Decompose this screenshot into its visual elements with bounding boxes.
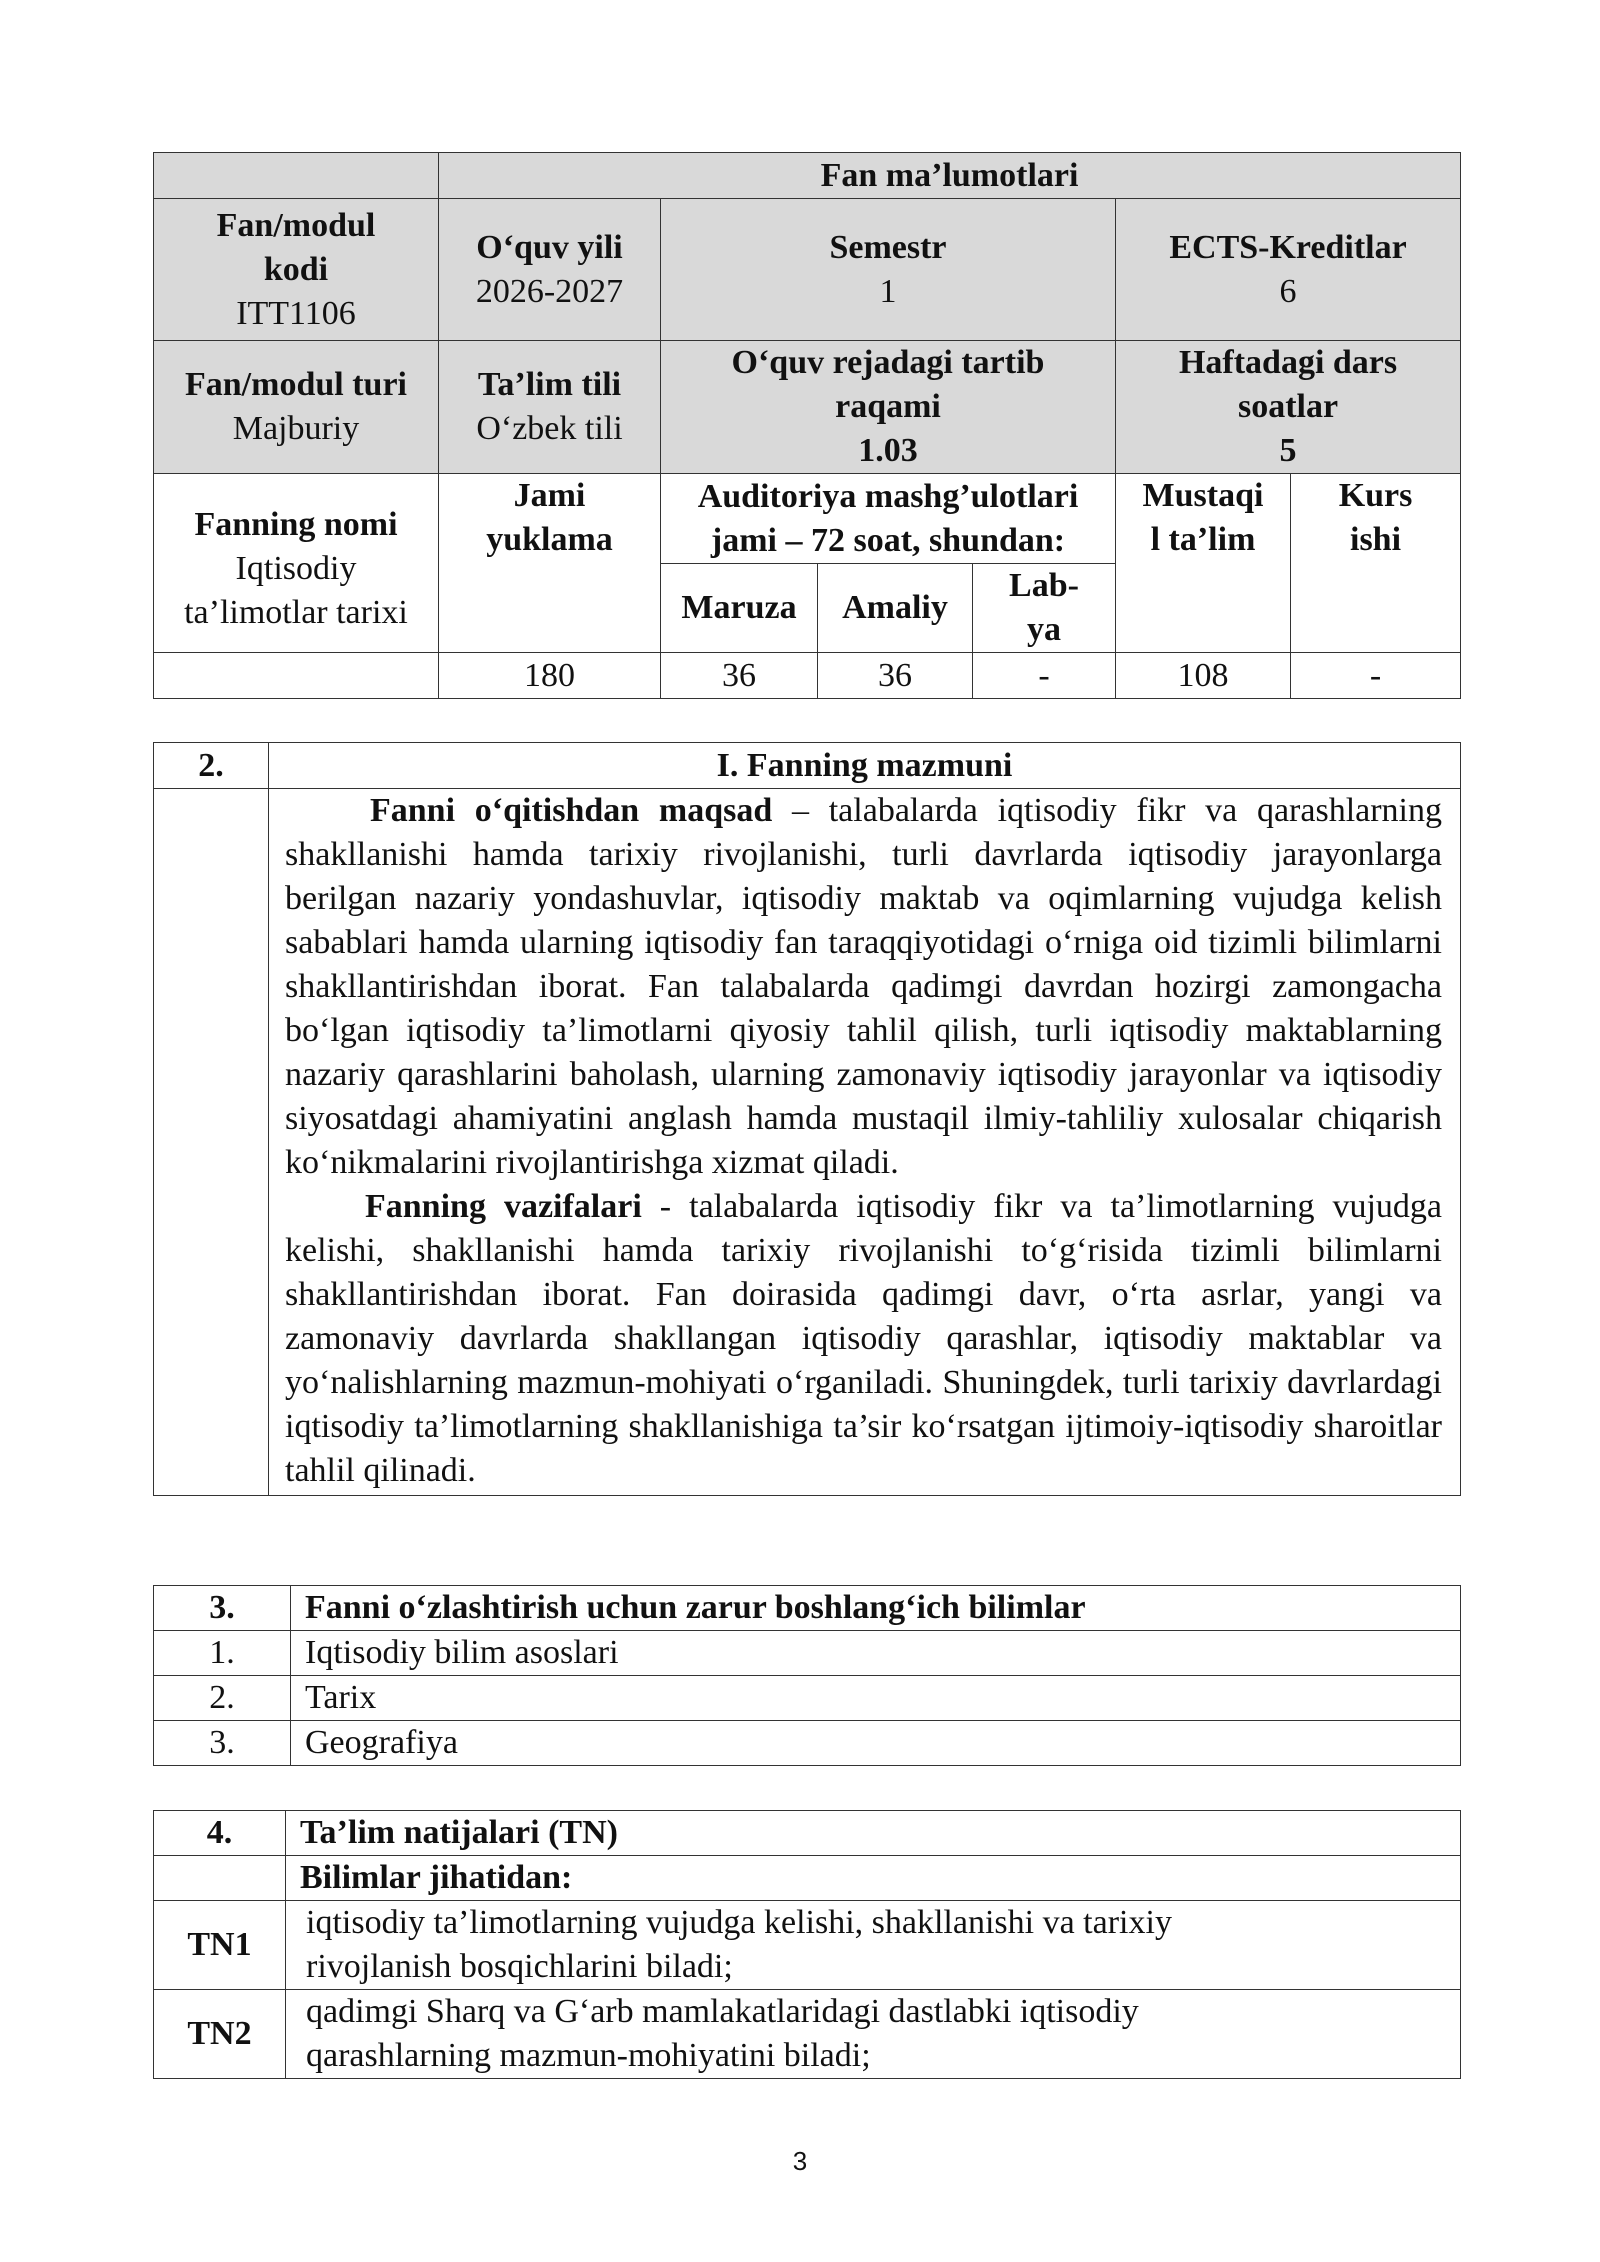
lab-label-2: ya <box>1027 611 1061 648</box>
outcome-code: TN2 <box>154 1990 286 2079</box>
course-name-cell <box>154 474 439 653</box>
module-type-label: Fan/modul turi <box>185 366 407 403</box>
section-title: Ta’lim natijalari (TN) <box>286 1811 1461 1856</box>
independent-study-label-2: l ta’lim <box>1150 521 1256 558</box>
goal-lead: Fanni o‘qitishdan maqsad <box>370 792 773 829</box>
curriculum-order-value: 1.03 <box>858 432 918 469</box>
info-table-header: Fan ma’lumotlari <box>439 153 1461 199</box>
academic-year-value: 2026-2027 <box>475 272 624 310</box>
learning-outcomes-table <box>153 1810 1461 2079</box>
outcome-line: rivojlanish bosqichlarini biladi; <box>306 1948 733 1985</box>
list-item-number: 3. <box>154 1721 291 1766</box>
curriculum-order-label-2: raqami <box>835 388 941 425</box>
course-name-value: Iqtisodiy <box>235 550 357 587</box>
curriculum-order-cell <box>661 341 1116 474</box>
ects-value: 6 <box>1279 272 1297 310</box>
independent-study-label: Mustaqi <box>1142 477 1264 514</box>
academic-year-cell <box>439 199 661 341</box>
section-number: 4. <box>154 1811 286 1856</box>
auditorium-label-2: jami – 72 soat, shundan: <box>710 521 1066 559</box>
course-work-value: - <box>1291 653 1461 699</box>
page-number: 3 <box>792 2146 808 2176</box>
independent-study-header <box>1116 474 1291 653</box>
module-code-label: Fan/modul <box>216 206 376 244</box>
course-name-value-2: ta’limotlar tarixi <box>184 594 408 631</box>
prerequisites-table <box>153 1585 1461 1766</box>
course-work-header <box>1291 474 1461 653</box>
course-content-table <box>153 742 1461 1496</box>
language-cell <box>439 341 661 474</box>
list-item-number: 2. <box>154 1676 291 1721</box>
weekly-hours-value: 5 <box>1279 432 1297 469</box>
section-number: 2. <box>154 743 269 789</box>
list-item: Iqtisodiy bilim asoslari <box>291 1631 1461 1676</box>
tasks-text: - talabalarda iqtisodiy fikr va ta’limotlarning vujudga kelishi, shakllanishi hamda tarixiy rivojlanishi to‘g‘risida tizimli bilimlarni shakllantirishdan iborat. Fan doirasida qadimgi davr, o‘rta asrlar, yangi va zamonaviy davrlarda shakllangan iqtisodiy qarashlar, iqtisodiy maktablar va yo‘nalishlarning mazmun-mohiyati o‘rganiladi. Shuningdek, turli tarixiy davrlardagi iqtisodiy ta’limotlarning shakllanishiga ta’sir ko‘rsatgan ijtimoiy-iqtisodiy sharoitlar tahlil qilinadi. <box>285 1188 1442 1489</box>
curriculum-order-label: O‘quv rejadagi tartib <box>731 344 1045 381</box>
section-content <box>269 789 1461 1496</box>
independent-study-value: 108 <box>1116 653 1291 699</box>
section-number: 3. <box>154 1586 291 1631</box>
module-code-value: ITT1106 <box>236 294 356 332</box>
course-work-label-2: ishi <box>1350 521 1402 558</box>
empty-cell <box>154 789 269 1496</box>
outcome-code: TN1 <box>154 1901 286 1990</box>
empty-corner-cell <box>154 153 439 199</box>
lab-header <box>973 564 1116 653</box>
semester-value: 1 <box>879 272 897 310</box>
total-load-value: 180 <box>439 653 661 699</box>
course-name-label: Fanning nomi <box>194 506 398 543</box>
empty-cell <box>154 653 439 699</box>
module-code-label-2: kodi <box>263 250 329 288</box>
language-value: O‘zbek tili <box>476 410 623 447</box>
lecture-value: 36 <box>661 653 818 699</box>
course-work-label: Kurs <box>1338 477 1413 514</box>
ects-label: ECTS-Kreditlar <box>1169 228 1407 266</box>
semester-cell <box>661 199 1116 341</box>
total-load-header <box>439 474 661 653</box>
goal-text: – talabalarda iqtisodiy fikr va qarashlarning shakllanishi hamda tarixiy rivojlanishi, turli davrlarda iqtisodiy jarayonlarga berilgan nazariy yondashuvlar, iqtisodiy maktab va oqimlarning vujudga kelish sabablari hamda ularning iqtisodiy fan taraqqiyotidagi o‘rniga oid tizimli bilimlarni shakllantirishdan iborat. Fan talabalarda qadimgi davrdan hozirgi zamongacha bo‘lgan iqtisodiy ta’limotlarni qiyosiy tahlil qilish, turli iqtisodiy maktablarning nazariy qarashlarini baholash, ularning zamonaviy iqtisodiy jarayonlar va iqtisodiy siyosatdagi ahamiyatini anglash hamda mustaqil ilmiy-tahliliy xulosalar chiqarish ko‘nikmalarini rivojlantirishga xizmat qiladi. <box>285 792 1443 1181</box>
auditorium-label: Auditoriya mashg’ulotlari <box>697 477 1079 515</box>
weekly-hours-label: Haftadagi dars <box>1178 344 1398 381</box>
course-info-table <box>153 152 1461 699</box>
tasks-paragraph <box>285 1185 1442 1493</box>
outcome-line: qarashlarning mazmun-mohiyatini biladi; <box>306 2037 871 2074</box>
list-item: Geografiya <box>291 1721 1461 1766</box>
outcome-line: iqtisodiy ta’limotlarning vujudga kelishi, shakllanishi va tarixiy <box>306 1904 1172 1941</box>
language-label: Ta’lim tili <box>477 366 622 403</box>
academic-year-label: O‘quv yili <box>476 228 623 266</box>
section-title: Fanni o‘zlashtirish uchun zarur boshlang‘ich bilimlar <box>291 1586 1461 1631</box>
empty-cell <box>154 1856 286 1901</box>
section-title: I. Fanning mazmuni <box>269 743 1461 789</box>
lecture-header: Maruza <box>661 564 818 653</box>
weekly-hours-cell <box>1116 341 1461 474</box>
practice-value: 36 <box>818 653 973 699</box>
module-type-cell <box>154 341 439 474</box>
total-load-label-2: yuklama <box>486 521 613 558</box>
weekly-hours-label-2: soatlar <box>1237 388 1339 425</box>
auditorium-header <box>661 474 1116 564</box>
module-type-value: Majburiy <box>232 410 360 447</box>
list-item-number: 1. <box>154 1631 291 1676</box>
practice-header: Amaliy <box>818 564 973 653</box>
total-load-label: Jami <box>513 477 586 514</box>
outcome-line: qadimgi Sharq va G‘arb mamlakatlaridagi dastlabki iqtisodiy <box>306 1993 1139 2030</box>
tasks-lead: Fanning vazifalari <box>365 1188 642 1225</box>
section-subtitle: Bilimlar jihatidan: <box>286 1856 1461 1901</box>
outcome-text <box>286 1990 1461 2079</box>
outcome-text <box>286 1901 1461 1990</box>
list-item: Tarix <box>291 1676 1461 1721</box>
ects-cell <box>1116 199 1461 341</box>
goal-paragraph <box>285 789 1442 1185</box>
lab-label: Lab- <box>1009 567 1079 604</box>
module-code-cell <box>154 199 439 341</box>
lab-value: - <box>973 653 1116 699</box>
semester-label: Semestr <box>829 228 947 266</box>
